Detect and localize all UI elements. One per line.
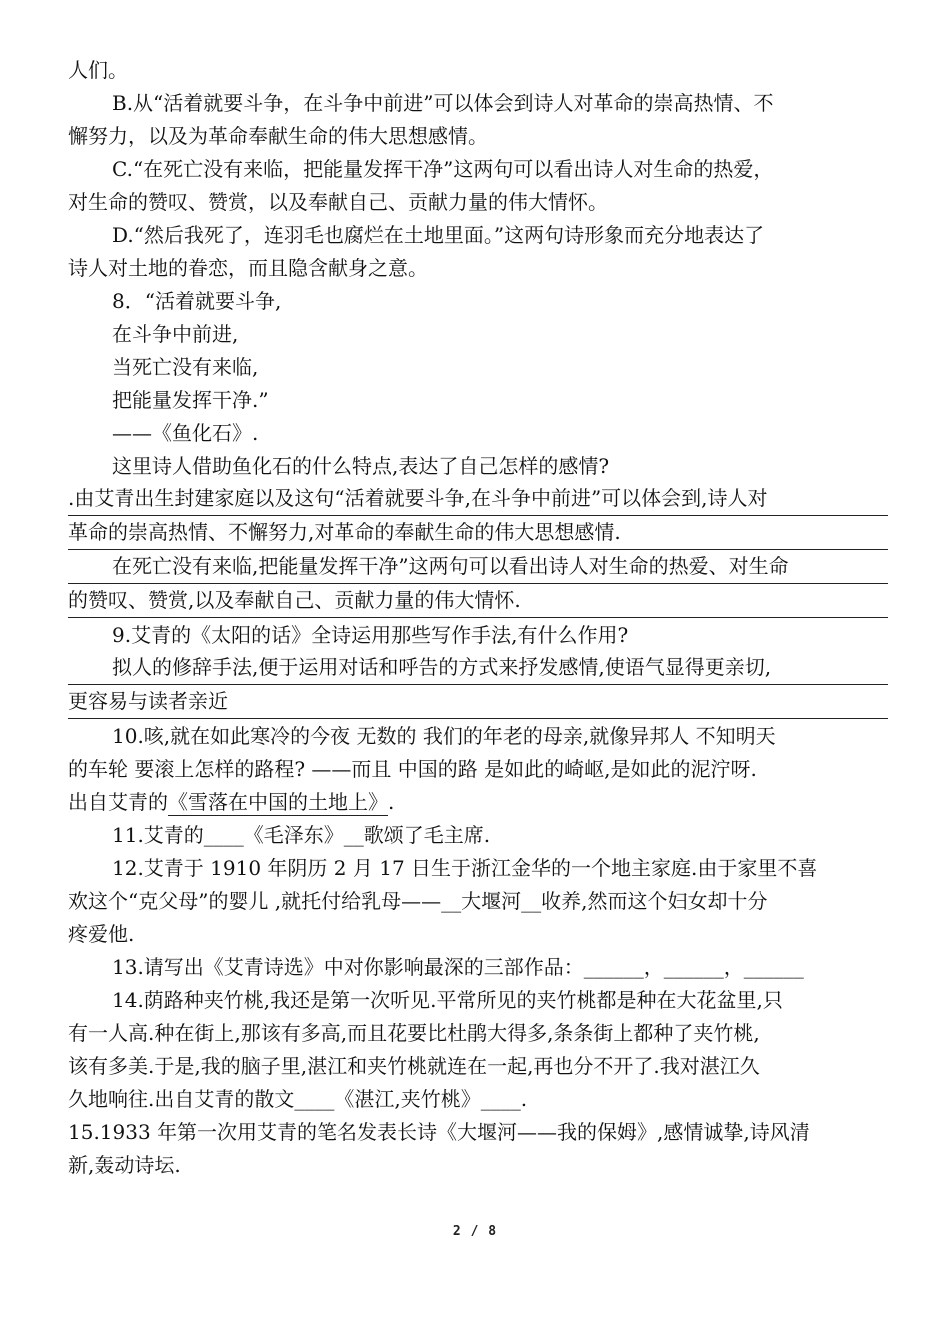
document-body (68, 54, 888, 1182)
source-answer: 《雪落在中国的土地上》 (168, 790, 388, 814)
source-prefix: 出自艾青的 (68, 790, 168, 814)
answer-line: .由艾青出生封建家庭以及这句“活着就要斗争,在斗争中前进”可以体会到,诗人对 (68, 483, 888, 516)
question-15: 15.1933 年第一次用艾青的笔名发表长诗《大堰河——我的保姆》,感情诚挚,诗风清 (68, 1120, 810, 1144)
page-indicator: 2 / 8 (452, 1224, 498, 1239)
poem-source: ——《鱼化石》. (112, 421, 259, 445)
question-8-prompt: 这里诗人借助鱼化石的什么特点,表达了自己怎样的感情? (112, 454, 610, 478)
text-line: 新,轰动诗坛. (68, 1153, 181, 1177)
option-d: D.“然后我死了，连羽毛也腐烂在土地里面。”这两句诗形象而充分地表达了 (112, 223, 765, 247)
period: . (388, 790, 395, 814)
text-line: 人们。 (68, 58, 128, 82)
question-8: 8．“活着就要斗争, (112, 289, 282, 313)
answer-line: 更容易与读者亲近 (68, 686, 888, 719)
text-line: 对生命的赞叹、赞赏，以及奉献自己、贡献力量的伟大情怀。 (68, 190, 608, 214)
question-14: 14.荫路种夹竹桃,我还是第一次听见.平常所见的夹竹桃都是种在大花盆里,只 (112, 988, 783, 1012)
poem-line: 当死亡没有来临, (112, 355, 259, 379)
answer-line: 革命的崇高热情、不懈努力,对革命的奉献生命的伟大思想感情. (68, 517, 888, 550)
option-c: C.“在死亡没有来临，把能量发挥干净”这两句可以看出诗人对生命的热爱， (112, 157, 774, 181)
answer-line: 拟人的修辞手法,便于运用对话和呼告的方式来抒发感情,使语气显得更亲切, (68, 652, 888, 685)
question-10: 10.咳,就在如此寒冷的今夜 无数的 我们的年老的母亲,就像异邦人 不知明天 (112, 724, 776, 748)
answer-line: 的赞叹、赞赏,以及奉献自己、贡献力量的伟大情怀. (68, 585, 888, 618)
text-line: 的车轮 要滚上怎样的路程? ——而且 中国的路 是如此的崎岖,是如此的泥泞呀. (68, 757, 757, 781)
text-line: 有一人高.种在街上,那该有多高,而且花要比杜鹃大得多,条条街上都种了夹竹桃, (68, 1021, 760, 1045)
question-12: 12.艾青于 1910 年阴历 2 月 17 日生于浙江金华的一个地主家庭.由于家里不喜 (112, 856, 818, 880)
text-line: 诗人对土地的眷恋，而且隐含献身之意。 (68, 256, 428, 280)
text-line: 久地响往.出自艾青的散文____《湛江,夹竹桃》____. (68, 1087, 528, 1111)
option-b: B.从“活着就要斗争，在斗争中前进”可以体会到诗人对革命的崇高热情、不 (112, 91, 774, 115)
text-line (68, 786, 888, 819)
question-11: 11.艾青的____《毛泽东》__歌颂了毛主席. (112, 823, 491, 847)
text-line: 懈努力，以及为革命奉献生命的伟大思想感情。 (68, 124, 488, 148)
text-line: 疼爱他. (68, 922, 135, 946)
poem-line: 把能量发挥干净.” (112, 388, 269, 412)
answer-line: 在死亡没有来临,把能量发挥干净”这两句可以看出诗人对生命的热爱、对生命 (68, 551, 888, 584)
text-line: 欢这个“克父母”的婴儿 ,就托付给乳母——__大堰河__收养,然而这个妇女却十分 (68, 889, 768, 913)
question-13: 13.请写出《艾青诗选》中对你影响最深的三部作品：______，______，______ (112, 955, 804, 979)
text-line: 该有多美.于是,我的脑子里,湛江和夹竹桃就连在一起,再也分不开了.我对湛江久 (68, 1054, 760, 1078)
question-9: 9.艾青的《太阳的话》全诗运用那些写作手法,有什么作用? (112, 623, 629, 647)
poem-line: 在斗争中前进, (112, 322, 239, 346)
